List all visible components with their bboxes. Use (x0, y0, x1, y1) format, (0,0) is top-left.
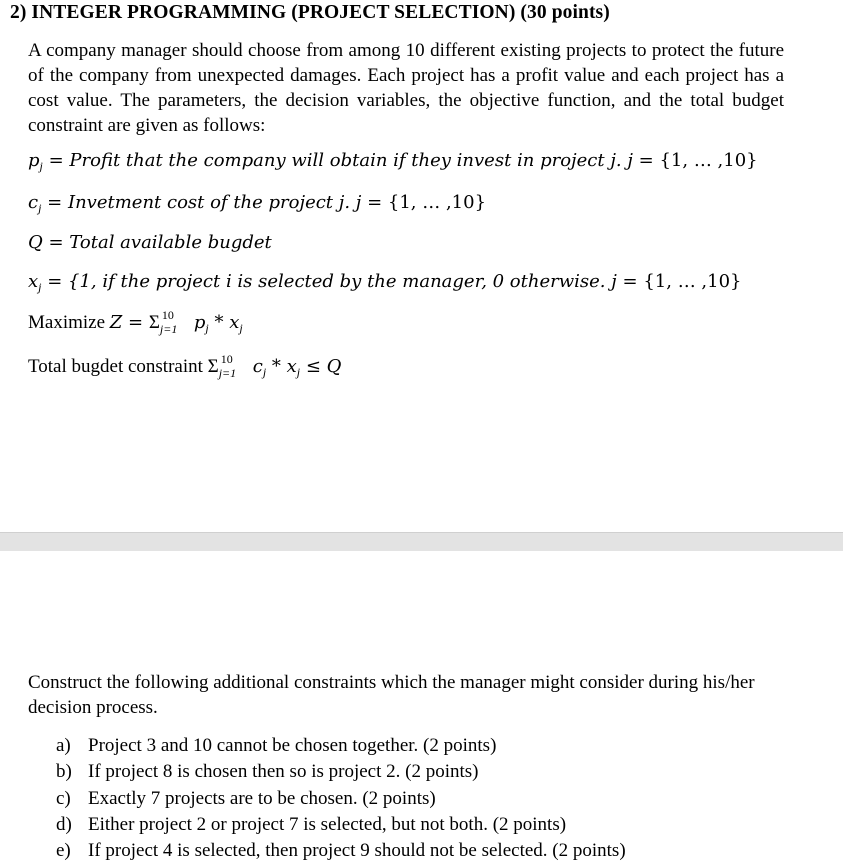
sub-j: j (239, 321, 243, 335)
item-label: a) (56, 735, 71, 756)
term-p: p (193, 312, 206, 333)
list-item (56, 838, 626, 864)
list-item (56, 733, 626, 759)
equation-budget-def (28, 232, 272, 254)
budget-label: Total bugdet constraint (28, 356, 208, 377)
item-text: If project 4 is selected, then project 9 should not be selected. (2 points) (88, 840, 626, 862)
cost-definition: = Invetment cost of the project j. j = (41, 192, 388, 213)
intro-paragraph: A company manager should choose from among 10 different existing projects to protect the future of the company from unexpected damages. Each project has a profit value and each project has a cost value. The parameters, the decision variables, the objective function, and the total budget constraint are given as follows: (28, 40, 784, 136)
times: * (266, 356, 287, 377)
constraints-intro: Construct the following additional constraints which the manager might consider during his/her decision process. (28, 672, 755, 718)
var-x: x (28, 271, 39, 292)
index-set: {1, … ,10} (643, 271, 742, 292)
sum-lower: j=1 (218, 365, 237, 380)
leq: ≤ (300, 356, 327, 377)
constraints-list (56, 733, 626, 864)
equation-decision-var (28, 271, 742, 295)
index-set: {1, … ,10} (659, 150, 758, 171)
objective-label: Maximize (28, 312, 110, 333)
list-item (56, 786, 626, 812)
sum-limits (218, 351, 253, 380)
item-label: c) (56, 787, 71, 809)
decision-definition: = {1, if the project i is selected by the manager, 0 otherwise. j = (41, 271, 644, 292)
sum-upper: 10 (161, 307, 174, 322)
question-heading: 2) INTEGER PROGRAMMING (PROJECT SELECTION) (30 points) (10, 2, 610, 23)
equation-cost (28, 192, 486, 216)
item-text: Exactly 7 projects are to be chosen. (2 points) (88, 787, 436, 809)
var-q: Q (28, 232, 43, 253)
term-c: c (252, 356, 263, 377)
list-item (56, 759, 626, 785)
term-x: x (229, 312, 240, 333)
term-x: x (286, 356, 297, 377)
sub-j: j (38, 280, 42, 294)
sum-symbol: Σ (148, 312, 160, 333)
sum-upper: 10 (220, 351, 233, 366)
sum-symbol: Σ (207, 356, 219, 377)
objective-lhs: Z = (109, 312, 149, 333)
sub-j: j (296, 365, 301, 379)
item-text: Project 3 and 10 cannot be chosen together. (2 points) (88, 735, 497, 756)
sub-j: j (205, 321, 209, 335)
item-label: d) (56, 813, 72, 835)
rhs-q: Q (326, 356, 342, 377)
sub-j: j (38, 201, 42, 215)
sub-j: j (262, 365, 267, 379)
budget-definition: = Total available bugdet (42, 232, 272, 253)
equation-profit (28, 150, 758, 174)
var-c: c (28, 192, 39, 213)
budget-constraint (28, 351, 342, 380)
list-item (56, 812, 626, 838)
page-divider (0, 532, 843, 552)
var-p: p (28, 150, 40, 171)
profit-definition: = Profit that the company will obtain if they invest in project j. j = (42, 150, 660, 171)
item-label: b) (56, 761, 72, 783)
index-set: {1, … ,10} (387, 192, 487, 213)
sum-lower: j=1 (159, 321, 178, 336)
objective-function (28, 307, 243, 336)
item-text: Either project 2 or project 7 is selected, but not both. (2 points) (88, 813, 567, 835)
item-label: e) (56, 840, 71, 862)
sub-j: j (39, 159, 43, 173)
item-text: If project 8 is chosen then so is project 2. (2 points) (88, 761, 479, 783)
sum-limits (159, 307, 194, 336)
times: * (208, 312, 230, 333)
